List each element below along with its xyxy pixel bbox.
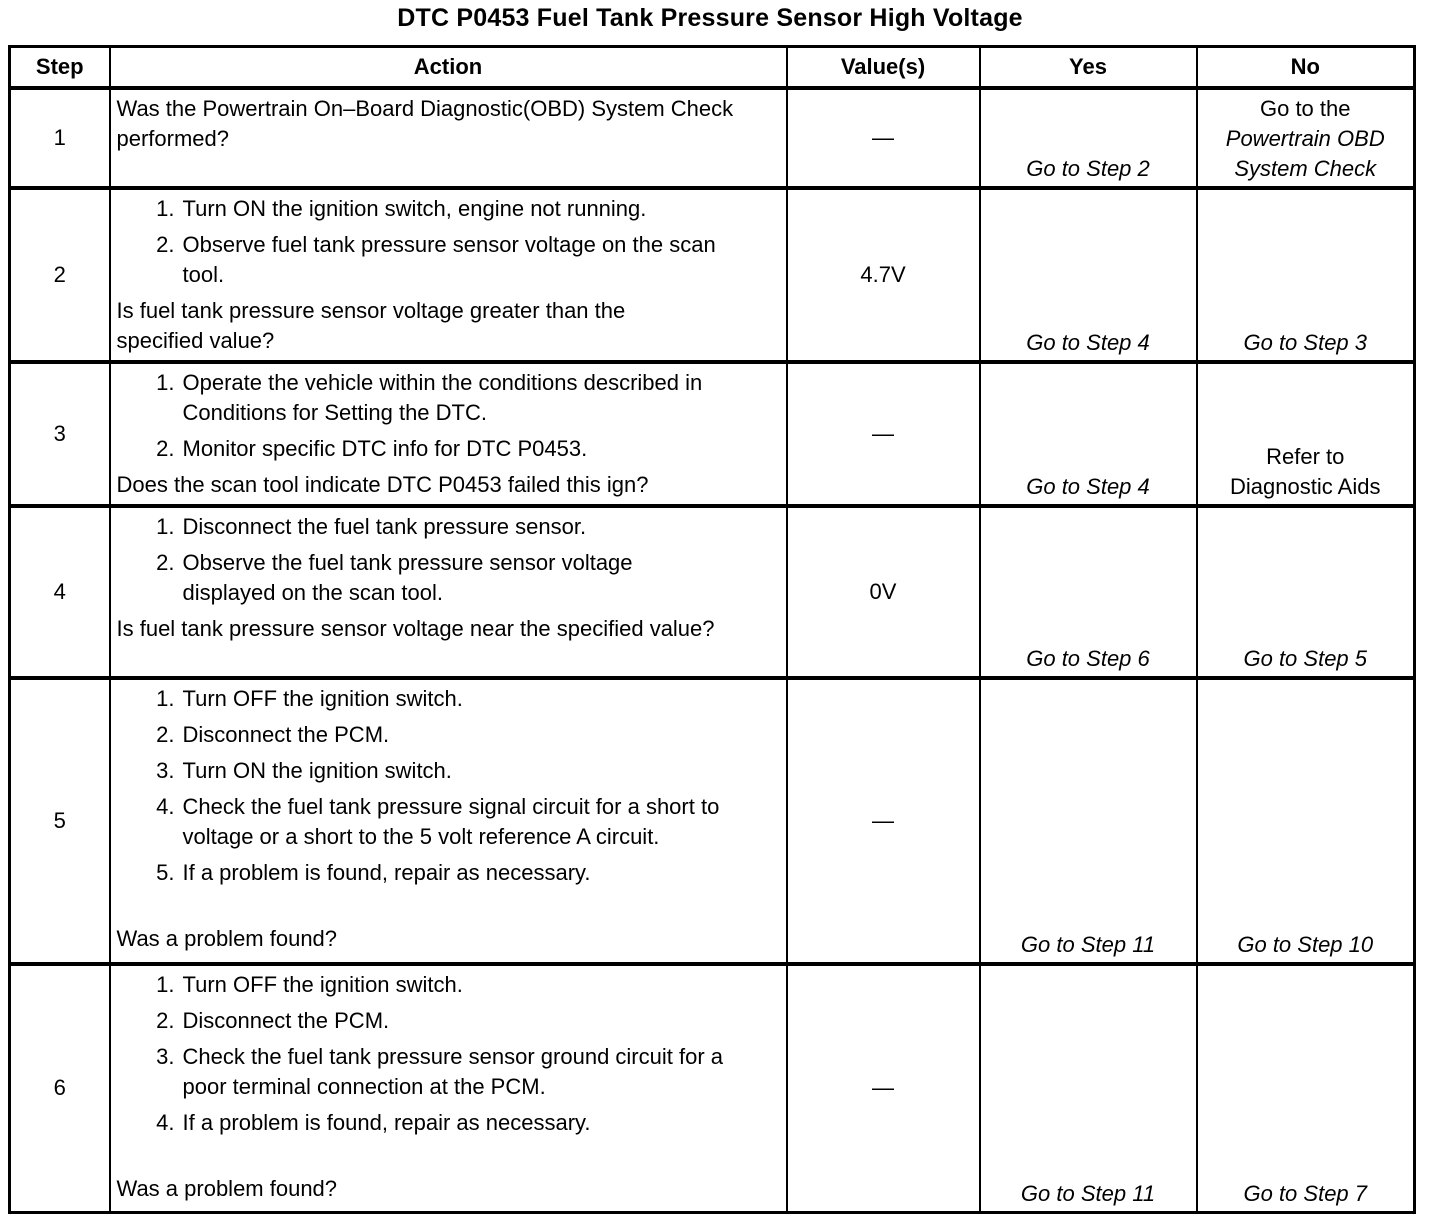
item-text: Disconnect the PCM. [182, 1008, 390, 1033]
header-yes: Yes [980, 47, 1197, 89]
item-number: 2. [156, 232, 175, 257]
no-cell: Go to Step 3 [1197, 188, 1415, 362]
item-text: Turn OFF the ignition switch. [182, 972, 463, 997]
no-cell: Go to Step 7 [1197, 964, 1415, 1212]
item-number: 4. [156, 1110, 175, 1135]
item-text: Observe the fuel tank pressure sensor voltage displayed on the scan tool. [182, 550, 633, 605]
action-cell [110, 678, 787, 964]
yes-cell: Go to Step 11 [980, 678, 1197, 964]
header-step: Step [10, 47, 110, 89]
step-number: 6 [10, 964, 110, 1212]
table-row [10, 362, 1415, 506]
value-cell: 0V [787, 506, 980, 678]
item-number: 2. [156, 1008, 175, 1033]
action-cell [110, 506, 787, 678]
item-number: 3. [156, 1044, 175, 1069]
step-number: 5 [10, 678, 110, 964]
list-item [145, 720, 782, 750]
list-item [145, 230, 782, 290]
no-line: System Check [1234, 156, 1377, 181]
item-text: If a problem is found, repair as necessary. [182, 860, 591, 885]
item-text: Turn ON the ignition switch, engine not running. [182, 196, 647, 221]
action-cell [110, 188, 787, 362]
item-number: 1. [156, 370, 175, 395]
item-number: 1. [156, 196, 175, 221]
item-number: 2. [156, 436, 175, 461]
header-no: No [1197, 47, 1415, 89]
item-number: 1. [156, 514, 175, 539]
no-cell: Go to Step 5 [1197, 506, 1415, 678]
action-list [117, 970, 782, 1138]
action-list [117, 512, 782, 608]
action-list [117, 194, 782, 290]
item-text: Operate the vehicle within the conditions described in Conditions for Setting the DTC. [182, 370, 703, 425]
action-cell [110, 964, 787, 1212]
list-item [145, 1042, 782, 1102]
list-item [145, 684, 782, 714]
header-value: Value(s) [787, 47, 980, 89]
no-line: Powertrain OBD [1225, 126, 1385, 151]
table-row [10, 506, 1415, 678]
page-title: DTC P0453 Fuel Tank Pressure Sensor High Voltage [397, 4, 1023, 32]
item-text: If a problem is found, repair as necessary. [182, 1110, 591, 1135]
action-question: Was the Powertrain On–Board Diagnostic(OBD) System Check performed? [116, 96, 734, 151]
no-line: Go to the [1259, 96, 1351, 121]
item-number: 2. [156, 722, 175, 747]
item-text: Check the fuel tank pressure signal circuit for a short to voltage or a short to the 5 volt reference A circuit. [182, 794, 720, 849]
action-question: Is fuel tank pressure sensor voltage near the specified value? [116, 616, 715, 641]
item-text: Monitor specific DTC info for DTC P0453. [182, 436, 588, 461]
item-number: 1. [156, 686, 175, 711]
item-text: Observe fuel tank pressure sensor voltage on the scan tool. [182, 232, 716, 287]
item-number: 5. [156, 860, 175, 885]
no-line: Diagnostic Aids [1230, 474, 1381, 499]
list-item [145, 1006, 782, 1036]
item-number: 3. [156, 758, 175, 783]
item-text: Disconnect the fuel tank pressure sensor. [182, 514, 587, 539]
action-cell [110, 362, 787, 506]
yes-cell: Go to Step 2 [980, 88, 1197, 188]
step-number: 4 [10, 506, 110, 678]
list-item [145, 512, 782, 542]
no-cell [1197, 88, 1415, 188]
value-cell: — [787, 362, 980, 506]
list-item [145, 368, 782, 428]
item-text: Disconnect the PCM. [182, 722, 390, 747]
item-number: 4. [156, 794, 175, 819]
diagnostic-table [8, 45, 1416, 1214]
list-item [145, 970, 782, 1000]
action-question: Does the scan tool indicate DTC P0453 failed this ign? [116, 472, 649, 497]
table-row [10, 678, 1415, 964]
list-item [145, 1108, 782, 1138]
action-list [117, 684, 782, 888]
table-row [10, 88, 1415, 188]
step-number: 1 [10, 88, 110, 188]
list-item [145, 548, 782, 608]
no-line: Refer to [1266, 444, 1345, 469]
table-row [10, 964, 1415, 1212]
list-item [145, 434, 782, 464]
yes-cell: Go to Step 4 [980, 188, 1197, 362]
item-text: Turn OFF the ignition switch. [182, 686, 463, 711]
header-action: Action [110, 47, 787, 89]
action-question: Was a problem found? [116, 926, 338, 951]
value-cell: — [787, 88, 980, 188]
value-cell: 4.7V [787, 188, 980, 362]
no-cell: Go to Step 10 [1197, 678, 1415, 964]
action-question: Is fuel tank pressure sensor voltage greater than the specified value? [116, 298, 626, 353]
action-question: Was a problem found? [116, 1176, 338, 1201]
no-cell [1197, 362, 1415, 506]
item-number: 1. [156, 972, 175, 997]
list-item [145, 194, 782, 224]
value-cell: — [787, 964, 980, 1212]
action-list [117, 368, 782, 464]
item-number: 2. [156, 550, 175, 575]
step-number: 2 [10, 188, 110, 362]
list-item [145, 792, 782, 852]
value-cell: — [787, 678, 980, 964]
yes-cell: Go to Step 6 [980, 506, 1197, 678]
item-text: Check the fuel tank pressure sensor ground circuit for a poor terminal connection at the PCM. [182, 1044, 723, 1099]
item-text: Turn ON the ignition switch. [182, 758, 452, 783]
list-item [145, 756, 782, 786]
step-number: 3 [10, 362, 110, 506]
yes-cell: Go to Step 11 [980, 964, 1197, 1212]
header-row [10, 47, 1415, 89]
list-item [145, 858, 782, 888]
table-row [10, 188, 1415, 362]
action-cell [110, 88, 787, 188]
yes-cell: Go to Step 4 [980, 362, 1197, 506]
